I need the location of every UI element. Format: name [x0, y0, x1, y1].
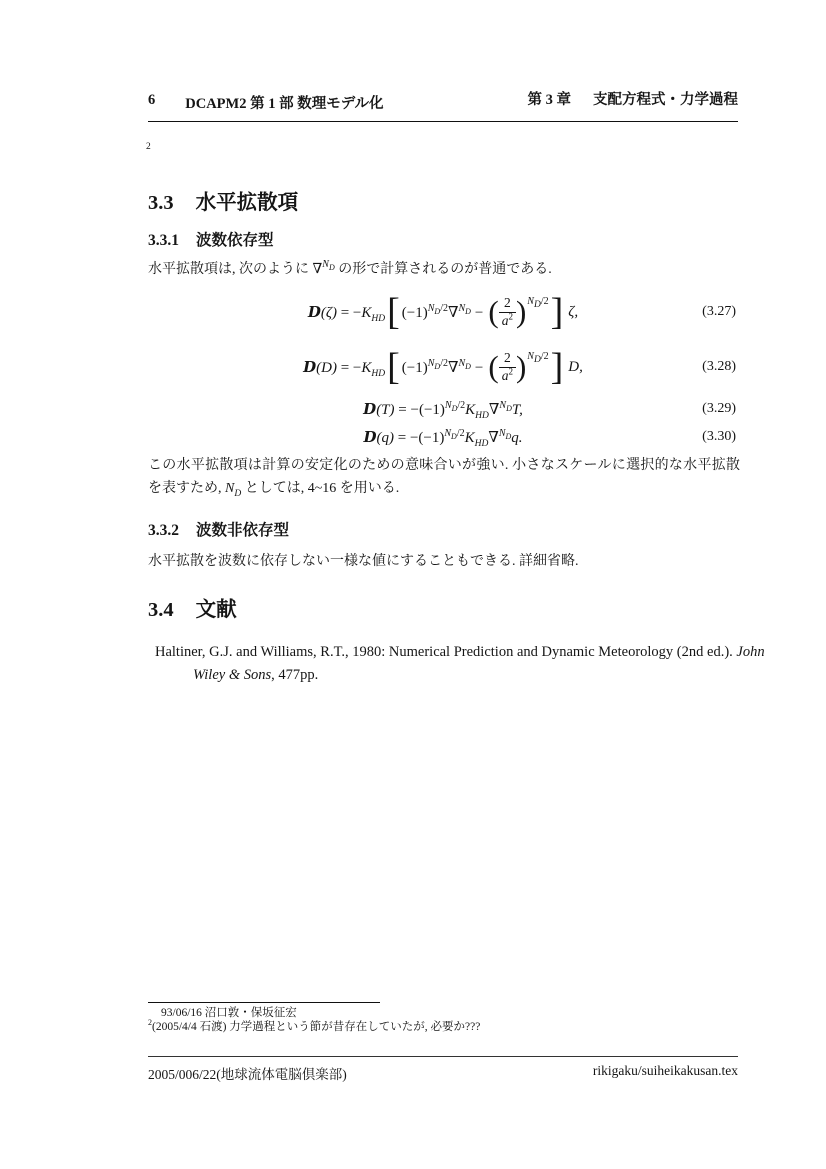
- header-right: [528, 88, 739, 109]
- exponent: ND: [498, 427, 512, 441]
- left-paren: (: [488, 349, 499, 384]
- exponent: ND: [499, 399, 512, 413]
- reference-pages: , 477pp.: [271, 666, 319, 683]
- text: 水平拡散項は, 次のように: [148, 262, 313, 277]
- math-run: $(-1)^{N_D/2}\nabla^{N_D}$ −: [401, 357, 484, 376]
- math-run: $D(T) = -(-1)^{N_D/2}K_{HD}\nabla^{N_D}T$,: [363, 399, 523, 421]
- footnote-2: [148, 1017, 738, 1035]
- footnotes: [148, 1002, 738, 1034]
- equation-body: [303, 346, 583, 388]
- heading-number: 3.4: [148, 599, 174, 621]
- equation-number: (3.30): [702, 429, 736, 444]
- footnote-marker: 2: [148, 1017, 152, 1027]
- nabla-symbol: ∇: [447, 304, 459, 321]
- footer-left: 2005/006/22(地球流体電脳倶楽部): [148, 1067, 347, 1082]
- math-run: $D(\zeta) = -K_{HD}$: [307, 302, 386, 324]
- equation-number: (3.29): [702, 401, 736, 416]
- heading-title: 水平拡散項: [195, 192, 299, 214]
- equation-3-28: [148, 340, 738, 394]
- math-run: $(-1)^{N_D/2}\nabla^{N_D}$ −: [401, 302, 484, 321]
- fraction: $\frac{2}{a^2}$: [499, 295, 516, 328]
- header-left: [148, 92, 383, 113]
- page-header: [148, 88, 738, 122]
- math-run: D,: [568, 358, 583, 375]
- section-heading-3-3: [148, 185, 738, 215]
- reference-publisher: John Wiley & Sons: [193, 643, 765, 683]
- math-run: $D(D) = -K_{HD}$: [303, 357, 386, 379]
- text: この水平拡散項は計算の安定化のための意味合いが強い. 小さなスケールに選択的な水平拡散を表すため,: [148, 458, 740, 496]
- heading-number: 3.3.1: [148, 232, 179, 249]
- equation-body: [363, 428, 522, 447]
- math-run: $D(q) = -(-1)^{N_D/2}K_{HD}\nabla^{N_D}q$.: [363, 427, 523, 449]
- footnote-text: (2005/4/4 石渡) 力学過程という節が昔存在していたが, 必要か???: [152, 1020, 481, 1033]
- nabla-symbol: ∇: [312, 262, 323, 277]
- text: の形で計算されるのが普通である.: [334, 262, 552, 277]
- paragraph-intro: [148, 258, 740, 281]
- paragraph-stability: この水平拡散項は計算の安定化のための意味合いが強い. 小さなスケールに選択的な水平拡散を表すため, $N_D$ としては, 4~16 を用いる.: [148, 458, 740, 499]
- equation-3-29: [148, 397, 738, 421]
- fraction-group: [488, 295, 548, 328]
- right-paren: ): [515, 294, 527, 329]
- exponent: ND: [458, 357, 471, 371]
- footnote-rule: [148, 1002, 380, 1003]
- left-bracket: [: [387, 291, 400, 333]
- right-bracket: ]: [550, 291, 564, 333]
- group-exponent: $N_D/2$: [527, 351, 549, 366]
- section-heading-3-3-2: [148, 518, 738, 540]
- right-paren: ): [515, 349, 527, 384]
- equation-body: [363, 400, 523, 419]
- bibliography-entry: [155, 641, 778, 687]
- fraction-group: [488, 350, 548, 383]
- equation-number: (3.28): [702, 359, 736, 374]
- page-number: 6: [148, 92, 156, 108]
- equation-3-30: [148, 425, 738, 449]
- group-exponent: $N_D/2$: [527, 296, 549, 311]
- reference-text: Haltiner, G.J. and Williams, R.T., 1980: Numerical Prediction and Dynamic Meteorology (2nd ed.).: [155, 643, 737, 660]
- exponent: ND/2: [427, 302, 448, 316]
- footer-right: rikigaku/suiheikakusan.tex: [592, 1063, 738, 1078]
- equation-3-27: [148, 285, 738, 339]
- nabla-symbol: ∇: [488, 429, 499, 446]
- right-bracket: ]: [550, 346, 564, 388]
- heading-number: 3.3: [148, 192, 174, 214]
- heading-title: 文献: [195, 599, 237, 621]
- heading-number: 3.3.2: [148, 522, 179, 539]
- exponent: ND: [458, 302, 471, 316]
- chapter-title: 支配方程式・力学過程: [593, 92, 738, 108]
- exponent: ND/2: [444, 427, 465, 441]
- heading-title: 波数非依存型: [196, 522, 290, 539]
- paragraph-wavenumber-independent: 水平拡散を波数に依存しない一様な値にすることもできる. 詳細省略.: [148, 554, 579, 569]
- math-run: ζ,: [568, 303, 579, 320]
- nabla-symbol: ∇: [488, 401, 500, 418]
- heading-title: 波数依存型: [196, 232, 274, 249]
- left-paren: (: [488, 294, 499, 329]
- section-heading-3-3-1: [148, 228, 738, 250]
- chapter-label: 第 3 章: [527, 92, 571, 108]
- exponent: ND: [322, 259, 335, 273]
- fraction: $\frac{2}{a^2}$: [499, 350, 516, 383]
- page-footer: [148, 1056, 738, 1083]
- left-bracket: [: [387, 346, 400, 388]
- text: としては, 4~16 を用いる.: [241, 481, 400, 496]
- footnote-continuation: 93/06/16 沼口敦・保坂征宏: [161, 1007, 297, 1019]
- section-heading-3-4: [148, 592, 738, 622]
- exponent: ND/2: [427, 357, 448, 371]
- variable-nd: N: [225, 481, 235, 496]
- nabla-symbol: ∇: [447, 359, 459, 376]
- part-title: DCAPM2 第 1 部 数理モデル化: [185, 96, 384, 112]
- exponent: ND/2: [444, 399, 466, 413]
- equation-body: [307, 291, 579, 333]
- equation-number: (3.27): [702, 304, 736, 319]
- footnote-mark-top: 2: [146, 142, 151, 152]
